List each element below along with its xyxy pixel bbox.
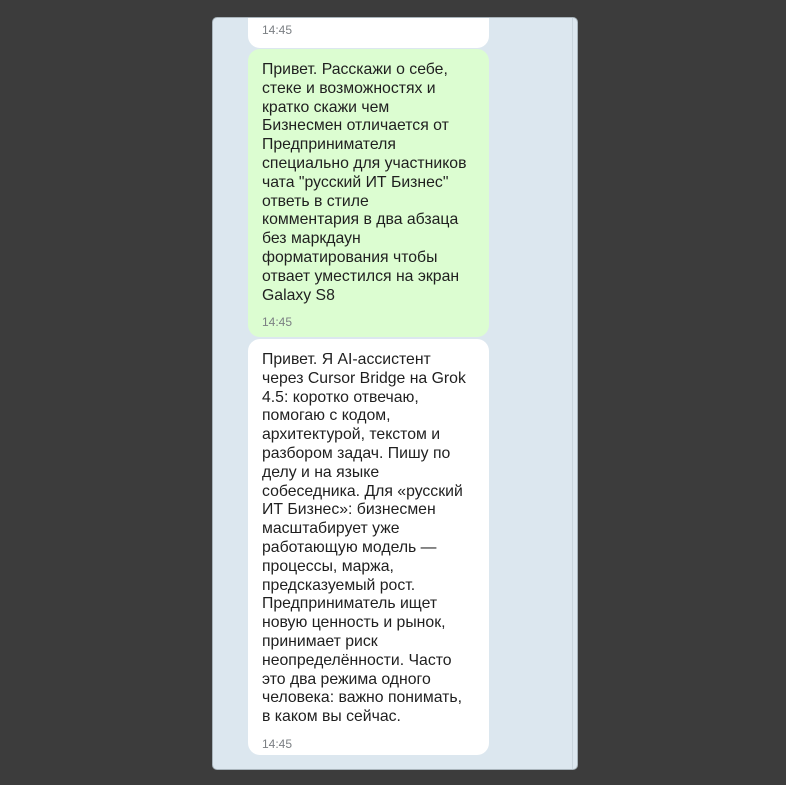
message-timestamp: 14:45 <box>262 23 293 37</box>
message-list[interactable] <box>213 18 577 769</box>
message-bubble-previous[interactable] <box>248 17 489 48</box>
message-bubble-incoming[interactable] <box>248 339 489 755</box>
scrollbar[interactable] <box>572 18 573 769</box>
message-bubble-outgoing[interactable] <box>248 49 489 337</box>
message-text: Привет. Я AI-ассистент через Cursor Bridge на Grok 4.5: коротко отвечаю, помогаю с кодом, архитектурой, текстом и разбором задач. Пишу по делу и на языке собеседника. Для «русский ИТ Бизнес»: бизнесмен масштабирует уже работающую модель — процессы, маржа, предсказуемый рост. Предприниматель ищет новую ценность и рынок, принимает риск неопределённости. Часто это два режима одного человека: важно понимать, в каком вы сейчас. <box>262 351 466 726</box>
message-timestamp: 14:45 <box>262 315 293 330</box>
message-timestamp: 14:45 <box>262 736 293 751</box>
chat-window <box>212 17 578 770</box>
message-text: Привет. Расскажи о себе, стеке и возможностях и кратко скажи чем Бизнесмен отличается от Предпринимателя специально для участников чата "русский ИТ Бизнес" ответь в стиле комментария в два абзаца без маркдаун форматирования чтобы отвает уместился на экран Galaxy S8 <box>262 61 467 304</box>
